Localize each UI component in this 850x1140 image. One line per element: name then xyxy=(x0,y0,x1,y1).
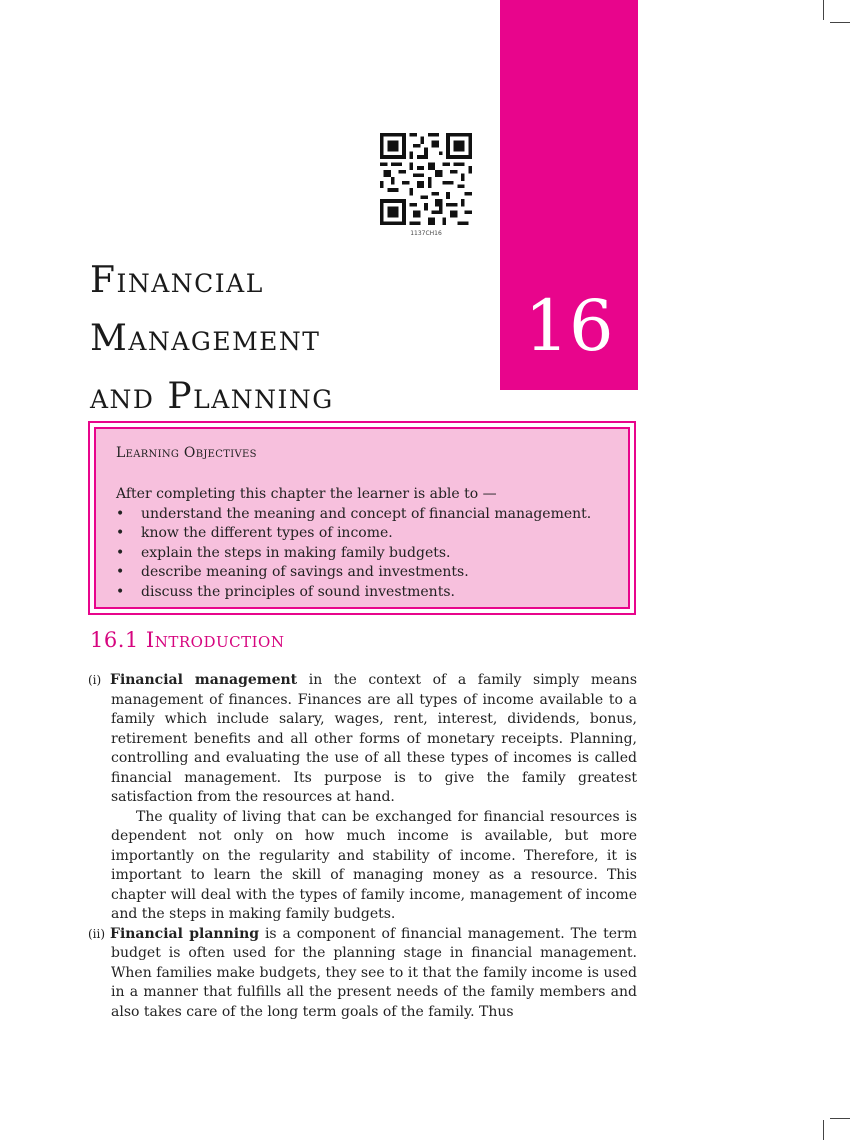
objective-text: know the different types of income. xyxy=(141,525,393,541)
paragraph-text: The quality of living that can be exchanged for financial resources is dependent not only on how much income is available, but more importantly on the regularity and stability of income. Therefore, it is important to learn the skill of managing money as a resource. This chapter will deal with the types of family income, management of income and the steps in making family budgets. xyxy=(111,808,637,922)
chapter-band xyxy=(500,0,638,390)
chapter-title-line-2: Management xyxy=(90,318,321,359)
crop-mark-top-horizontal xyxy=(830,22,850,23)
crop-mark-top-vertical xyxy=(823,0,824,20)
body-text xyxy=(88,671,637,1022)
bullet: • xyxy=(116,583,125,600)
term-financial-management: Financial management xyxy=(110,672,298,688)
paragraph-financial-management xyxy=(88,671,637,808)
bullet: • xyxy=(116,505,125,522)
section-heading: 16.1 Introduction xyxy=(90,628,285,652)
list-item xyxy=(116,544,591,564)
crop-mark-bottom-vertical xyxy=(823,1120,824,1140)
chapter-title-line-1: Financial xyxy=(90,260,264,301)
chapter-title-line-3: and Planning xyxy=(90,376,334,417)
list-item xyxy=(116,563,591,583)
list-item xyxy=(116,524,591,544)
learning-objectives-intro: After completing this chapter the learner is able to — xyxy=(116,486,497,502)
list-item xyxy=(116,505,591,525)
crop-mark-bottom-horizontal xyxy=(830,1118,850,1119)
learning-objectives-heading: Learning Objectives xyxy=(116,445,257,461)
bullet: • xyxy=(116,544,125,561)
bullet: • xyxy=(116,564,125,580)
objective-text: describe meaning of savings and investments. xyxy=(141,564,469,580)
item-number: (ii) xyxy=(88,926,106,941)
item-number: (i) xyxy=(88,673,102,687)
paragraph-text: is a component of financial management. The term budget is often used for the planning stage in financial management. When families make budgets, they see to it that the family income is used in a manner that fulfills all the present needs of the family members and also takes care of the long term goals of the family. Thus xyxy=(111,925,637,1020)
paragraph-financial-planning xyxy=(88,925,637,1023)
paragraph-quality-of-living xyxy=(88,808,637,925)
term-financial-planning: Financial planning xyxy=(110,925,260,942)
learning-objectives-box xyxy=(88,421,636,615)
objective-text: explain the steps in making family budgets. xyxy=(141,544,451,561)
objective-text: understand the meaning and concept of financial management. xyxy=(141,505,592,522)
objective-text: discuss the principles of sound investments. xyxy=(141,583,455,600)
qr-code-label: 1137CH16 xyxy=(410,230,442,237)
qr-code-icon xyxy=(380,133,472,225)
paragraph-text: in the context of a family simply means management of finances. Finances are all types of income available to a family which include salary, wages, rent, interest, dividends, bonus, retirement benefits and all other forms of monetary receipts. Planning, controlling and evaluating the use of all these types of incomes is called financial management. Its purpose is to give the family greatest satisfaction from the resources at hand. xyxy=(111,672,637,805)
list-item xyxy=(116,583,591,603)
learning-objectives-inner xyxy=(94,427,630,609)
learning-objectives-list xyxy=(116,505,591,603)
bullet: • xyxy=(116,525,125,541)
chapter-number: 16 xyxy=(524,285,614,367)
chapter-title xyxy=(90,252,334,426)
